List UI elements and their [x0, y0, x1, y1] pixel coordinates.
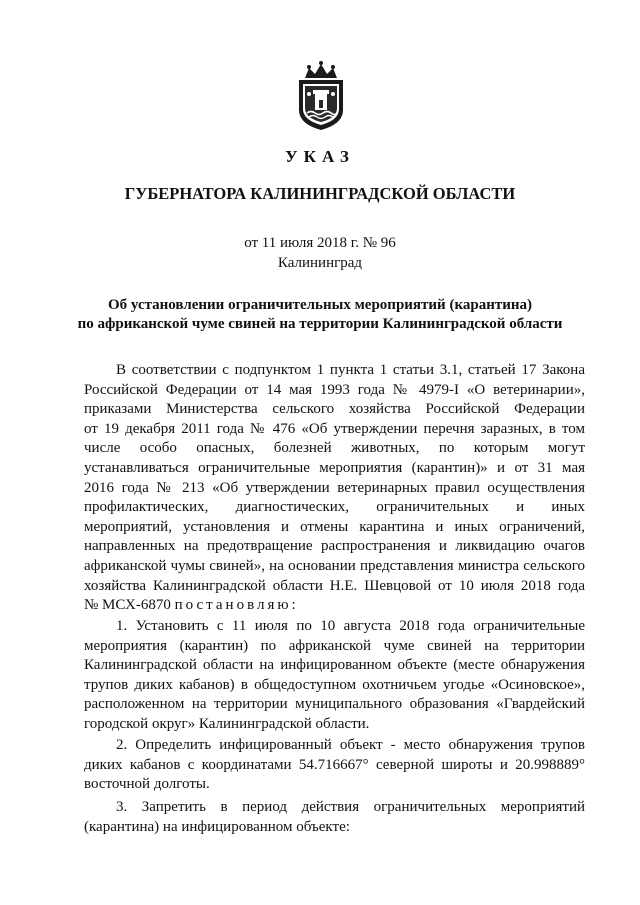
order-number: № МСХ-6870	[84, 597, 175, 614]
coat-of-arms-icon	[293, 60, 349, 132]
text-line: 3. Запретить в период действия ограничительных мероприятий	[116, 799, 585, 815]
title-line: Об установлении ограничительных мероприятий (карантина)	[107, 297, 532, 313]
decree-word: постановляю:	[174, 597, 299, 614]
text-line: восточной долготы.	[84, 776, 210, 793]
text-line: мероприятия (карантин) по африканской чуме свиней на территории	[84, 637, 585, 654]
text-line: диких кабанов с координатами 54.716667° северной широты и 20.998889°	[84, 756, 585, 773]
text-line: 2. Определить инфицированный объект - место обнаружения трупов	[116, 737, 585, 753]
text-line	[84, 596, 585, 616]
city: Калининград	[277, 255, 363, 271]
date-and-number: от 11 июля 2018 г. № 96	[244, 235, 396, 251]
text-line: трупов диких кабанов) в общедоступном охотничьем угодье «Осиновское»,	[84, 676, 585, 693]
item-3	[84, 798, 585, 837]
text-line: числе особо опасных, болезней животных, по которым могут	[84, 440, 585, 457]
document-title	[0, 296, 640, 334]
item-2	[84, 736, 585, 795]
preamble	[84, 361, 585, 616]
item-1	[84, 617, 585, 735]
text-line: 1. Установить с 11 июля по 10 августа 2018 года ограничительные	[116, 618, 585, 634]
issuer-title: ГУБЕРНАТОРА КАЛИНИНГРАДСКОЙ ОБЛАСТИ	[124, 184, 516, 203]
text-line: направленных на предотвращение распространения и ликвидацию очагов	[84, 538, 585, 555]
text-line: устанавливаться ограничительные мероприятия (карантин)» и от 31 мая	[84, 459, 585, 476]
text-line: профилактических, диагностических, ограничительных и иных	[84, 499, 585, 516]
text-line: (карантина) на инфицированном объекте:	[84, 818, 350, 835]
text-line: расположенном на территории муниципального образования «Гвардейский	[84, 696, 585, 713]
text-line: приказами Министерства сельского хозяйства Российской Федерации	[84, 401, 585, 418]
text-line: африканской чумы свиней», на основании представления министра сельского	[84, 557, 585, 574]
text-line: Калининградской области на инфицированном объекте (месте обнаружения	[84, 657, 585, 674]
text-line: 2016 года № 213 «Об утверждении ветеринарных правил осуществления	[84, 479, 585, 496]
text-line: В соответствии с подпунктом 1 пункта 1 статьи 3.1, статьей 17 Закона	[116, 362, 585, 378]
text-line: Российской Федерации от 14 мая 1993 года № 4979-I «О ветеринарии»,	[84, 381, 585, 398]
text-line: мероприятий, установления и отмены карантина и иных ограничений,	[84, 518, 585, 535]
text-line: городской округ» Калининградской области.	[84, 715, 370, 732]
text-line: хозяйства Калининградской области Н.Е. Шевцовой от 10 июля 2018 года	[84, 577, 585, 594]
text-line: от 19 декабря 2011 года № 476 «Об утверждении перечня заразных, в том	[84, 420, 585, 437]
document-type: УКАЗ	[285, 147, 355, 166]
title-line: по африканской чуме свиней на территории Калининградской области	[77, 316, 563, 332]
